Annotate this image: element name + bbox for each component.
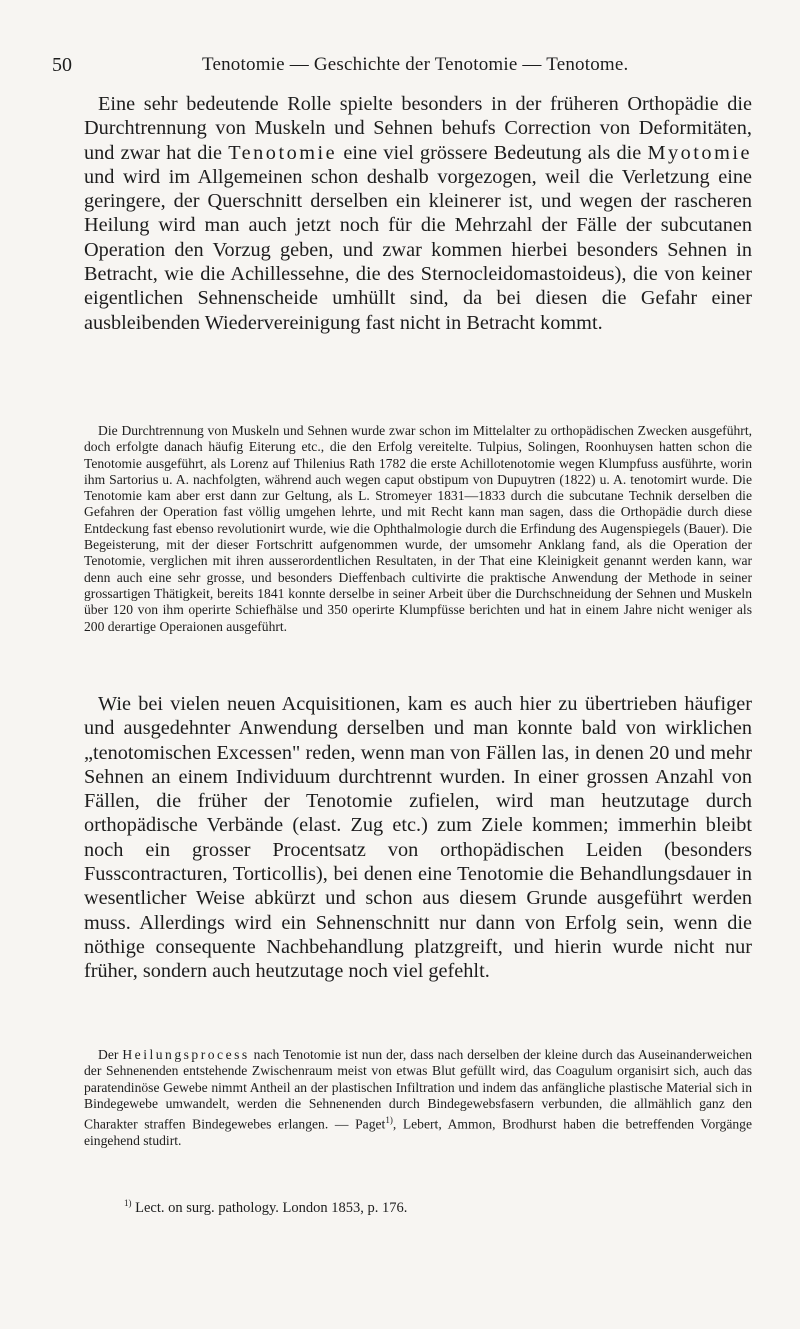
footnote-marker: 1) [124,1198,132,1208]
paragraph-text: Eine sehr bedeutende Rolle spielte besonders in der früheren Orthopädie die Durchtrennung von Muskeln und Sehnen behufs Correction von Deformitäten, und zwar hat die [84,93,752,164]
footnote [124,1198,407,1217]
running-header [52,48,752,80]
spaced-term: Tenotomie [228,141,338,164]
paragraph-text: und wird im Allgemeinen schon deshalb vorgezogen, weil die Verletzung eine geringere, der Querschnitt derselben ein kleinerer ist, und wegen der rascheren Heilung wird man auch jetzt noch für die Mehrzahl der Fälle der subcutanen Operation den Vorzug geben, und zwar kommen hierbei besonders Sehnen in Betracht, wie die Achillessehne, die des Sternocleidomastoideus), die von keiner eigentlichen Sehnenscheide umhüllt sind, da bei diesen die Gefahr einer ausbleibenden Wiedervereinigung fast nicht in Betracht kommt. [84,165,752,334]
paragraph-text: eine viel grössere Bedeutung als die [337,141,648,164]
paragraph-2-small [84,423,752,635]
paragraph-1 [84,92,752,335]
paragraph-4-small [84,1047,752,1149]
paragraph-text: Wie bei vielen neuen Acquisitionen, kam es auch hier zu übertrieben häufiger und ausgedehnter Anwendung derselben und man konnte bald von wirklichen „tenotomischen Excessen" reden, wenn man von Fällen las, in denen 20 und mehr Sehnen an einem Individuum durchtrennt wurden. In einer grossen Anzahl von Fällen, die früher der Tenotomie zufielen, wird man heutzutage durch orthopädische Verbände (elast. Zug etc.) zum Ziele kommen; immerhin bleibt noch ein grosser Procentsatz von orthopädischen Leiden (besonders Fusscontracturen, Torticollis), bei denen eine Tenotomie die Behandlungsdauer in wesentlicher Weise abkürzt und schon aus diesem Grunde ausgeführt werden muss. Allerdings wird ein Sehnenschnitt nur dann von Erfolg sein, wenn die nöthige consequente Nachbehandlung platzgreift, und hierin wurde nicht nur früher, sondern auch heutzutage noch viel gefehlt. [84,693,752,983]
paragraph-text: Der [98,1047,123,1062]
page-number: 50 [52,54,72,76]
running-title: Tenotomie — Geschichte der Tenotomie — Tenotome. [202,54,629,75]
paragraph-text: nach Tenotomie ist nun der, dass nach derselben der kleine durch das Auseinanderweichen der Sehnenenden entstehende Zwischenraum meist von etwas Blut gefüllt wird, das Coagulum organisirt sich, auch das paratendinöse Gewebe nimmt Antheil an der plastischen Infiltration und indem das anfängliche plastische Material sich in Bindegewebe umwandelt, werden die Sehnenenden durch Bindegewebsfasern verbunden, die allmählich ganz den Charakter straffen Bindegewebes erlangen. — Paget [84,1047,752,1132]
spaced-term: Myotomie [647,141,752,164]
paragraph-text: , Lebert, Ammon, Brodhurst haben die betreffenden Vorgänge eingehend studirt. [84,1116,752,1149]
paragraph-3 [84,692,752,984]
paragraph-text: Die Durchtrennung von Muskeln und Sehnen wurde zwar schon im Mittelalter zu orthopädischen Zwecken ausgeführt, doch erfolgte danach häufig Eiterung etc., die den Erfolg vereitelte. Tulpius, Solingen, Roonhuysen hatten schon die Tenotomie ausgeführt, als Lorenz auf Thilenius Rath 1782 die erste Achillotenotomie wegen Klumpfuss ausführte, worin ihm Sartorius u. A. nachfolgten, während auch wegen caput obstipum von Dupuytren (1822) u. A. tenotomirt wurde. Die Tenotomie kam aber erst dann zur Geltung, als L. Stromeyer 1831—1833 durch die subcutane Technik derselben die Gefahren der Operation fast völlig umgehen lehrte, und mit Recht kann man sagen, dass die Orthopädie durch diese Entdeckung fast ebenso revolutionirt wurde, wie die Ophthalmologie durch die Erfindung des Augenspiegels (Bauer). Die Begeisterung, mit der dieser Fortschritt aufgenommen wurde, der umsomehr Anklang fand, als die Operation der Tenotomie, verglichen mit ihren ausserordentlichen Resultaten, in der That eine Kleinigkeit genannt werden kann, war denn auch eine sehr grosse, und besonders Dieffenbach cultivirte die praktische Anwendung der Methode in seiner grossartigen Thätigkeit, bereits 1841 konnte derselbe in seiner Arbeit über die Durchschneidung der Sehnen und Muskeln über 120 von ihm operirte Schiefhälse und 350 operirte Klumpfüsse berichten und hat in einem Jahre nicht weniger als 200 derartige Operaionen ausgeführt. [84,423,752,634]
footnote-ref: 1) [385,1115,393,1126]
spaced-term: Heilungsprocess [122,1047,250,1062]
footnote-text: Lect. on surg. pathology. London 1853, p. 176. [131,1199,408,1216]
